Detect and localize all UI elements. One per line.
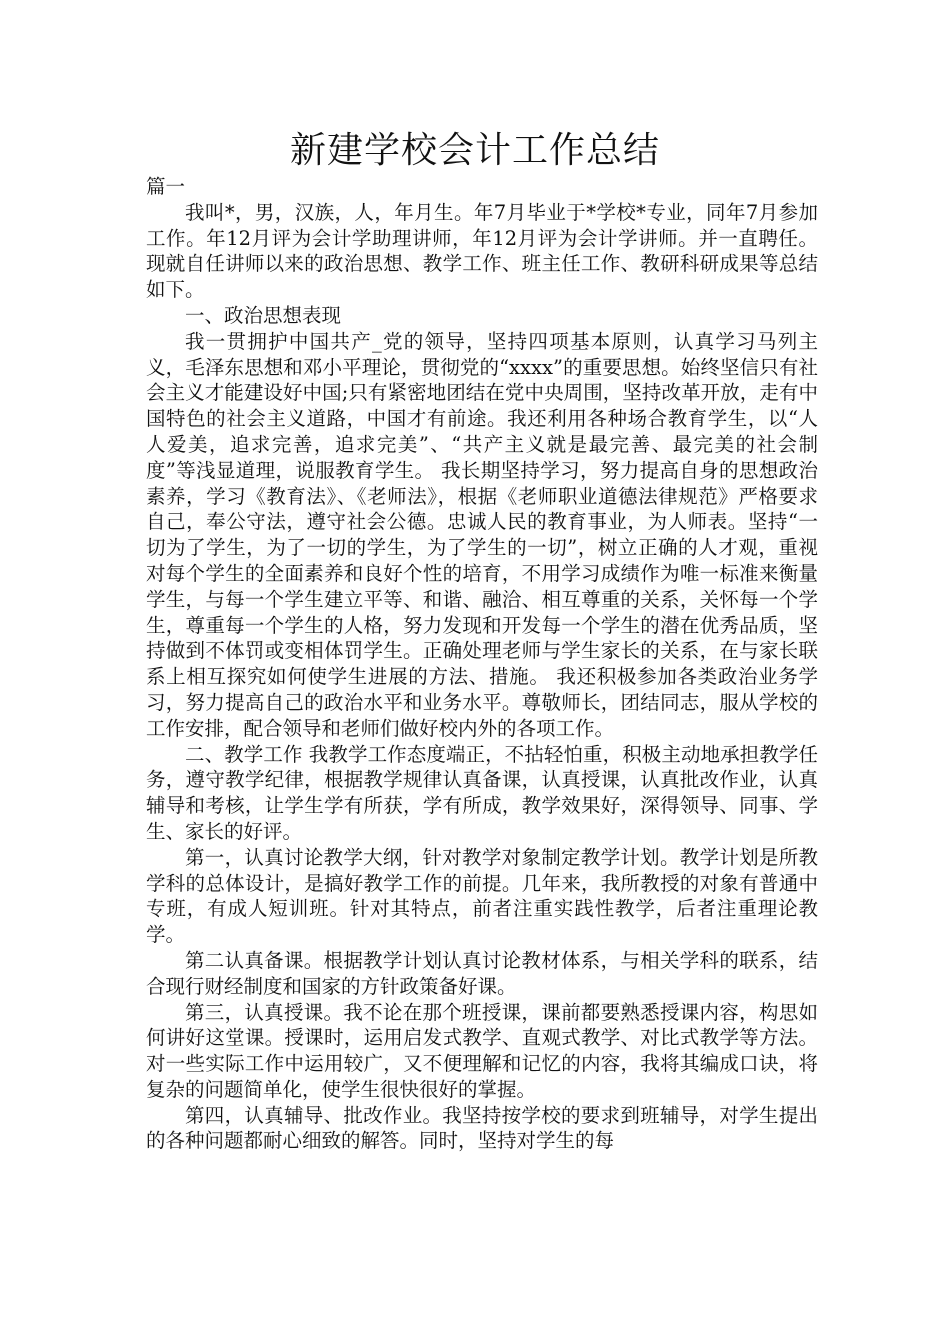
document-title: 新建学校会计工作总结 — [289, 130, 660, 171]
paragraph-third-point: 第三，认真授课。我不论在那个班授课，课前都要熟悉授课内容，构思如何讲好这堂课。授课时，运用启发式教学、直观式教学、对比式教学等方法。对一些实际工作中运用较广，又不便理解和记忆的内容，我将其编成口诀，将复杂的问题简单化，使学生很快很好的掌握。 — [146, 1000, 818, 1101]
document-body — [146, 174, 818, 1154]
paragraph-first-point: 第一，认真讨论教学大纲，针对教学对象制定教学计划。教学计划是所教学科的总体设计，是搞好教学工作的前提。几年来，我所教授的对象有普通中专班，有成人短训班。针对其特点，前者注重实践性教学，后者注重理论教学。 — [146, 845, 818, 947]
paragraph-intro: 我叫*，男，汉族，人，年月生。年7月毕业于*学校*专业，同年7月参加工作。年12月评为会计学助理讲师，年12月评为会计学讲师。并一直聘任。现就自任讲师以来的政治思想、教学工作、班主任工作、教研科研成果等总结如下。 — [146, 200, 818, 302]
paragraph-political-thought: 我一贯拥护中国共产_党的领导，坚持四项基本原则，认真学习马列主义，毛泽东思想和邓小平理论，贯彻党的“xxxx”的重要思想。始终坚信只有社会主义才能建设好中国;只有紧密地团结在党中央周围，坚持改革开放，走有中国特色的社会主义道路，中国才有前途。我还利用各种场合教育学生，以“人人爱美，追求完善，追求完美”、“共产主义就是最完善、最完美的社会制度”等浅显道理，说服教育学生。 我长期坚持学习，努力提高自身的思想政治素养，学习《教育法》、《老师法》，根据《老师职业道德法律规范》严格要求自己，奉公守法，遵守社会公德。忠诚人民的教育事业，为人师表。坚持“一切为了学生，为了一切的学生，为了学生的一切”，树立正确的人才观，重视对每个学生的全面素养和良好个性的培育，不用学习成绩作为唯一标准来衡量学生，与每一个学生建立平等、和谐、融洽、相互尊重的关系，关怀每一个学生，尊重每一个学生的人格，努力发现和开发每一个学生的潜在优秀品质，坚持做到不体罚或变相体罚学生。正确处理老师与学生家长的关系，在与家长联系上相互探究如何使学生进展的方法、措施。 我还积极参加各类政治业务学习，努力提高自己的政治水平和业务水平。尊敬师长，团结同志，服从学校的工作安排，配合领导和老师们做好校内外的各项工作。 — [146, 329, 818, 740]
heading-political-thought: 一、政治思想表现 — [185, 303, 342, 327]
section-label: 篇一 — [146, 175, 186, 198]
paragraph-second-point: 第二认真备课。根据教学计划认真讨论教材体系，与相关学科的联系，结合现行财经制度和国家的方针政策备好课。 — [146, 948, 818, 998]
paragraph-fourth-point: 第四，认真辅导、批改作业。我坚持按学校的要求到班辅导，对学生提出的各种问题都耐心细致的解答。同时，坚持对学生的每 — [146, 1103, 818, 1153]
paragraph-teaching-work: 二、教学工作 我教学工作态度端正，不拈轻怕重，积极主动地承担教学任务，遵守教学纪律，根据教学规律认真备课，认真授课，认真批改作业，认真辅导和考核，让学生学有所获，学有所成，教学效果好，深得领导、同事、学生、家长的好评。 — [146, 742, 818, 843]
